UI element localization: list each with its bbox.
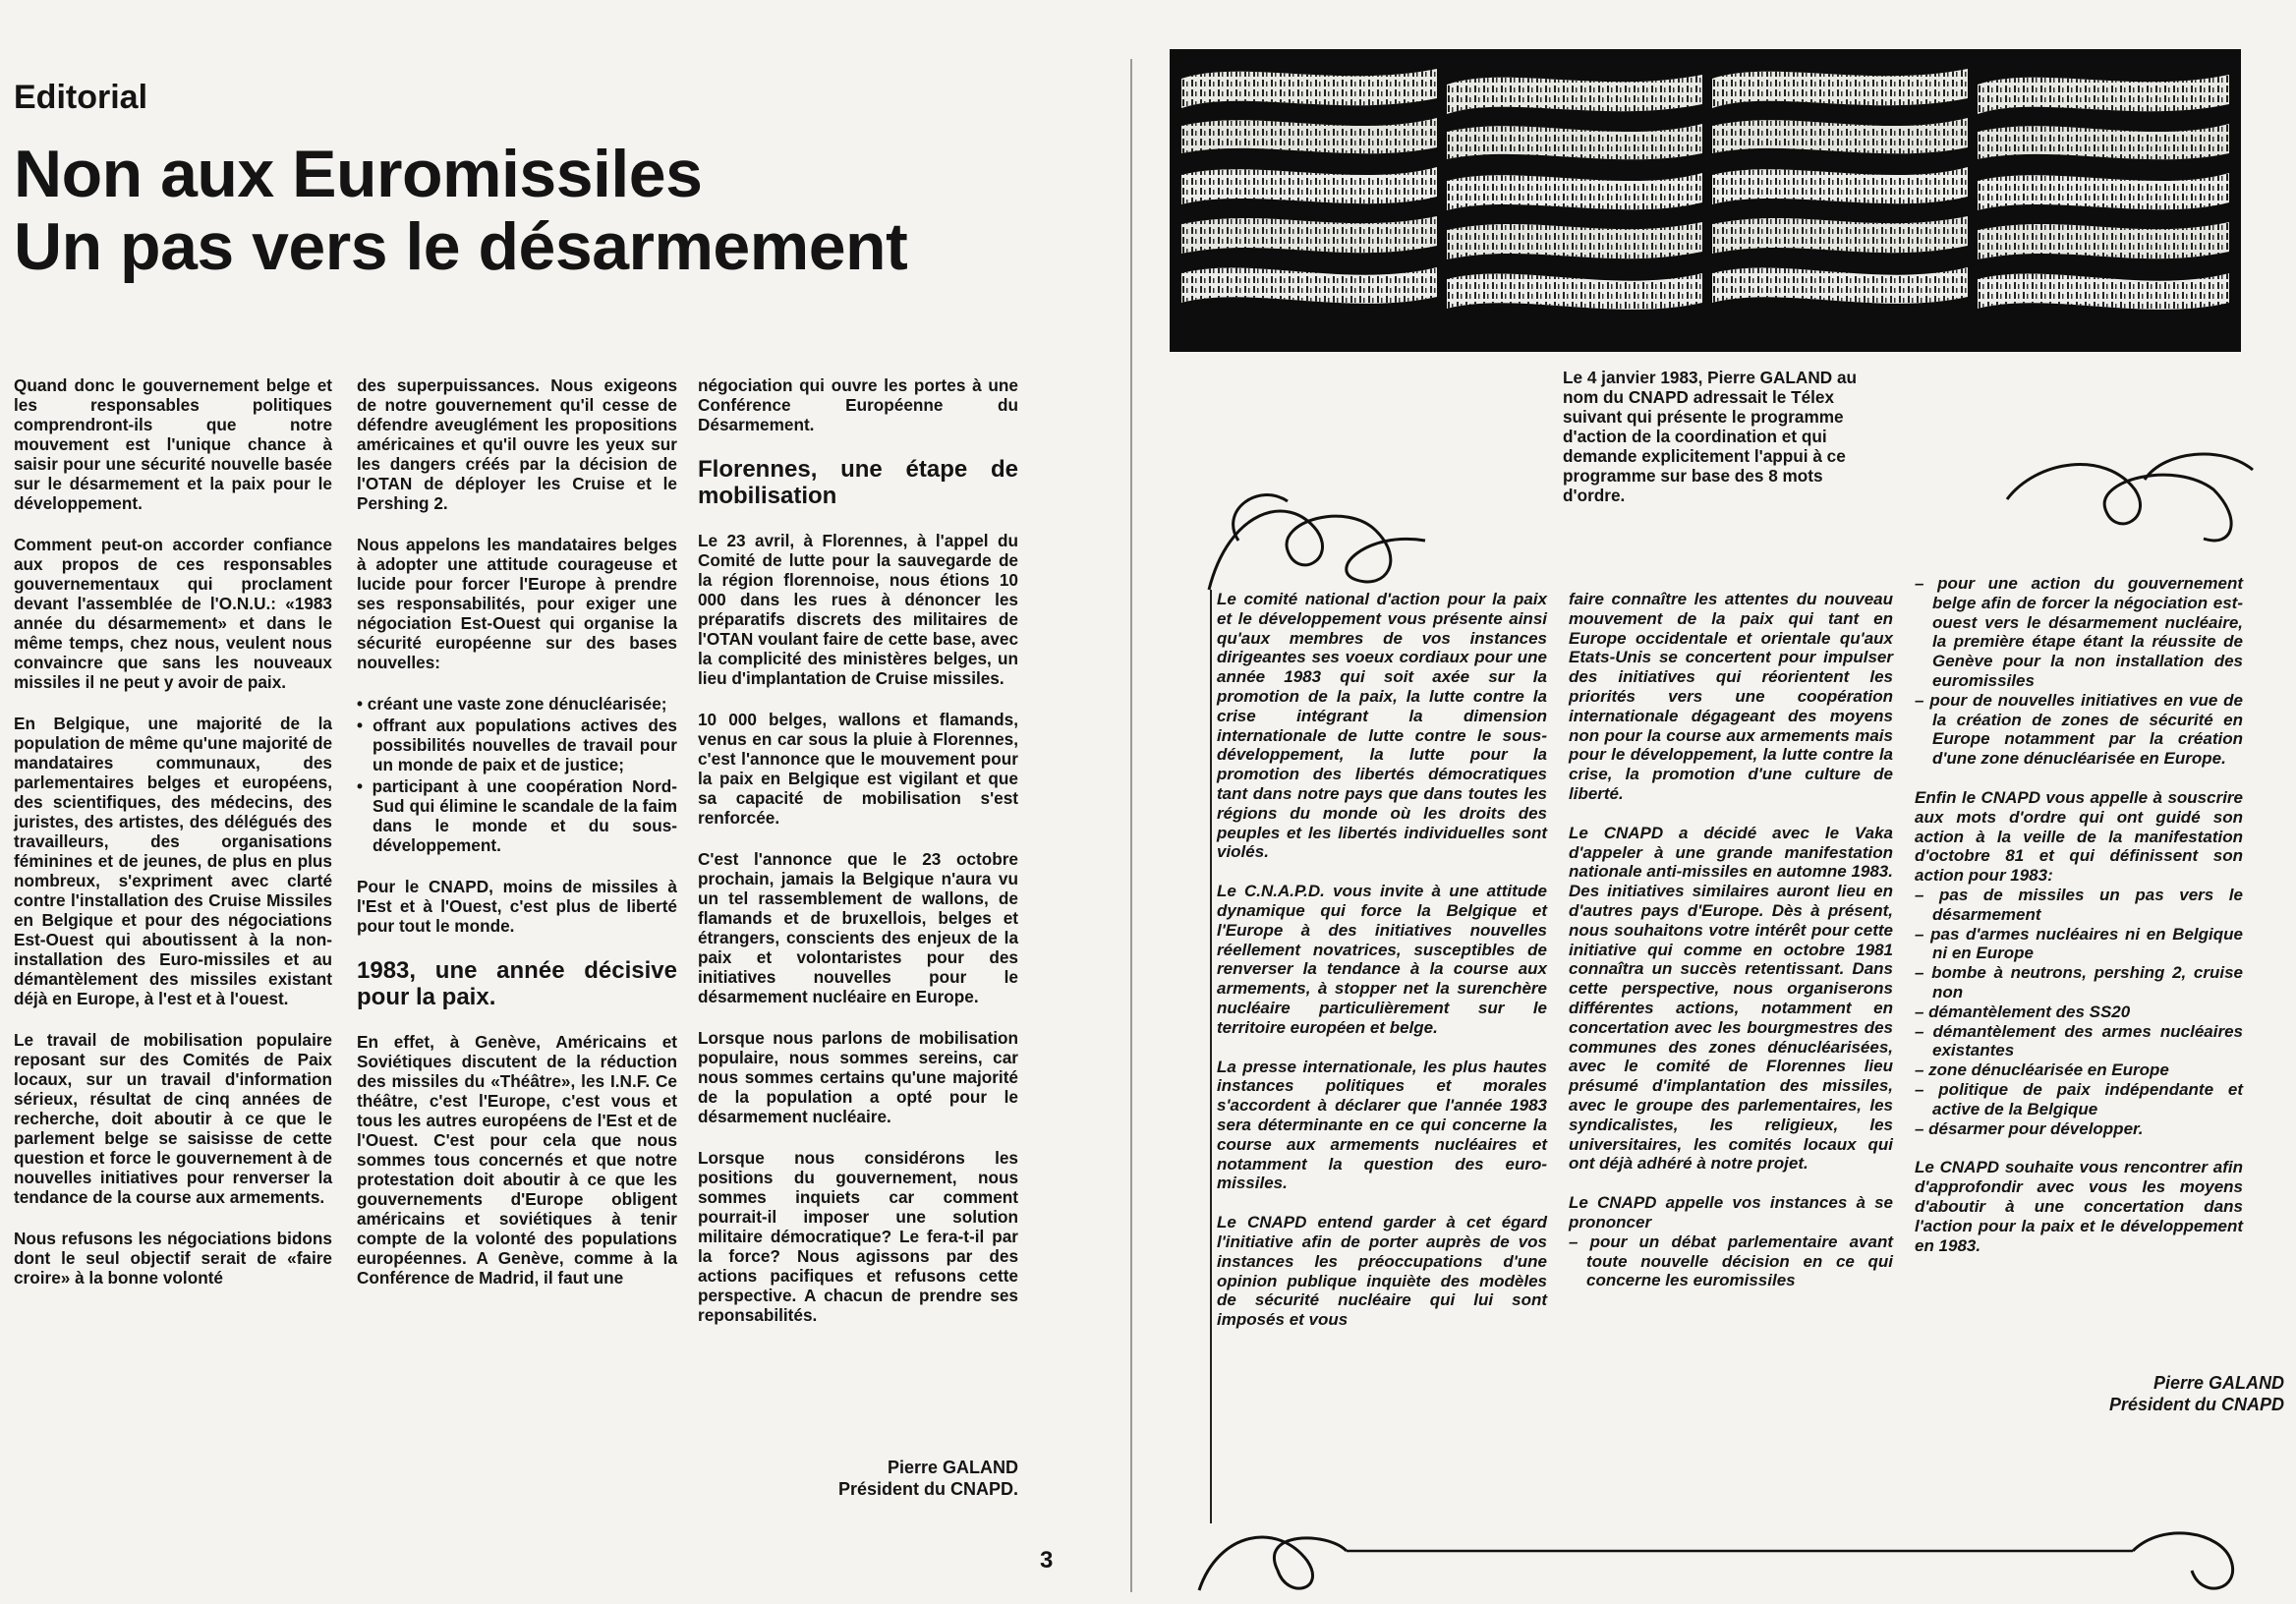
bullet-item: • créant une vaste zone dénucléarisée; [357,694,667,714]
paragraph: Le comité national d'action pour la paix et le développement vous présente ainsi qu'aux membres de vos instances dirigeantes ses voeux cordiaux pour une année 1983 qui soit axée sur la promotion de la paix, la lutte contre la crise intégrant la dimension internationale de lutte contre le sous-développement, la lutte pour la promotion des libertés démocratiques tant dans notre pays que dans toutes les régions du monde où les droits des peuples et les libertés individuelles sont violés. [1217,590,1547,862]
slogan-item: – démantèlement des armes nucléaires existantes [1915,1021,2243,1060]
paragraph: Lorsque nous considérons les positions du gouvernement, nous sommes inquiets car comment pourrait-il imposer une solution militaire démocratique? Le fera-t-il par la force? Nous agissons par des actions pacifiques et refusons cette perspective. A chacun de prendre ses reponsabilités. [698,1148,1018,1325]
subheading-1983: 1983, une année décisive pour la paix. [357,957,677,1010]
paragraph: négociation qui ouvre les portes à une Conférence Européenne du Désarmement. [698,375,1018,434]
slogan-item: – politique de paix indépendante et active de la Belgique [1915,1079,2243,1118]
headline-line-1: Non aux Euromissiles [14,137,703,211]
paragraph: Nous appelons les mandataires belges à adopter une attitude courageuse et lucide pour forcer l'Europe à prendre ses responsabilités, pour exiger une négociation Est-Ouest qui organise la sécurité européenne sur des bases nouvelles: [357,535,677,672]
slogan-item: – démantèlement des SS20 [1915,1002,2131,1021]
dash-list [1915,574,2243,769]
editorial-column-3 [698,375,1018,1346]
paragraph: En effet, à Genève, Américains et Soviétiques discutent de la réduction des missiles du «Théâtre», les I.N.F. Ce théâtre, c'est l'Europe, c'est vous et tous les autres européens de l'Est et de l'Ouest. C'est pour cela que nous sommes tous concernés et que notre protestation doit aboutir à ce que les gouvernements d'Europe obligent américains et soviétiques à tenir compte de la volonté des populations européennes. A Genève, comme à la Conférence de Madrid, il faut une [357,1032,677,1288]
signature-name: Pierre GALAND [2152,1373,2284,1393]
bullet-item: • participant à une coopération Nord-Sud qui élimine le scandale de la faim dans le monde et du sous-développement. [357,776,677,855]
telex-column-1 [1217,590,1547,1349]
dash-item: – pour une action du gouvernement belge afin de forcer la négociation est-ouest vers le désarmement nucléaire, la première étape étant la réussite de Genève pour la non installation des euromissiles [1915,574,2243,690]
flourish-ornament-left [1199,472,1435,600]
bullet-list [357,694,677,855]
paragraph: Nous refusons les négociations bidons dont le seul objectif serait de «faire croire» à la bonne volonté [14,1229,332,1288]
paragraph: Le travail de mobilisation populaire reposant sur des Comités de Paix locaux, sur un travail d'information sérieux, résultat de cinq années de recherche, doit aboutir à ce que le parlement belge se saisisse de cette question et force le gouvernement à de nouvelles initiatives pour renverser la tendance de la course aux armements. [14,1030,332,1207]
right-page [1130,0,2296,1604]
flourish-ornament-right [1997,440,2272,558]
paragraph: Le C.N.A.P.D. vous invite à une attitude dynamique qui force la Belgique et l'Europe à des initiatives nouvelles réellement novatrices, susceptibles de renverser la tendance à la course aux armements, à stopper net la surenchère nucléaire particulièrement sur le territoire européen et belge. [1217,882,1547,1037]
paragraph: Enfin le CNAPD vous appelle à souscrire aux mots d'ordre qui ont guidé son action à la veille de la manifestation d'octobre 81 et qui définissent son action pour 1983: [1915,787,2243,886]
slogan-item: – désarmer pour développer. [1915,1118,2144,1138]
left-page [0,0,1130,1604]
headline [14,138,1095,283]
paragraph: Le CNAPD souhaite vous rencontrer afin d'approfondir avec vous les moyens d'aboutir à une concertation dans l'action pour la paix et le développement en 1983. [1915,1158,2243,1255]
paragraph: Le 23 avril, à Florennes, à l'appel du Comité de lutte pour la sauvegarde de la région florennoise, nous étions 10 000 dans les rues à dénoncer les préparatifs discrets des militaires de l'OTAN voulant faire de cette base, avec la complicité des ministères belges, un lieu d'implantation de Cruise missiles. [698,531,1018,688]
bullet-item: • offrant aux populations actives des possibilités nouvelles de travail pour un monde de paix et de justice; [357,716,677,774]
dash-item: – pour un débat parlementaire avant toute nouvelle décision en ce qui concerne les euromissiles [1569,1232,1893,1290]
paragraph: Le CNAPD a décidé avec le Vaka d'appeler à une grande manifestation nationale anti-missiles en automne 1983. Des initiatives similaires auront lieu en d'autres pays d'Europe. Dès à présent, nous souhaitons votre intérêt pour cette initiative qui comme en octobre 1981 connaîtra un succès retentissant. Dans cette perspective, nous organiserons différentes actions, notamment en concertation avec les bourgmestres des communes des zones dénucléarisées, avec le comité de Florennes lieu présumé d'implantation des missiles, avec le groupe des parlementaires, les syndicalistes, les religieux, les universitaires, les comités locaux qui ont déjà adhéré à notre projet. [1569,823,1893,1174]
paragraph: C'est l'annonce que le 23 octobre prochain, jamais la Belgique n'aura vu un tel rassemblement de wallons, de flamands et de bruxellois, belges et étrangers, conscients des enjeux de la paix et volontaristes pour des initiatives nouvelles pour le désarmement nucléaire en Europe. [698,849,1018,1006]
editorial-column-1 [14,375,332,1309]
signature-title: Président du CNAPD [2108,1395,2284,1414]
paragraph: faire connaître les attentes du nouveau mouvement de la paix qui tant en Europe occidentale et orientale qu'aux Etats-Unis se concertent pour impulser des initiatives qui réorientent les priorités vers une coopération internationale dégageant des moyens non pour la course aux armements mais pour le développement, la lutte contre la crise, la promotion d'une culture de liberté. [1569,590,1893,803]
banner-illustration [1170,49,2241,352]
telex-signature [2076,1372,2284,1415]
telex-column-2 [1569,590,1893,1310]
subheading-florennes: Florennes, une étape de mobilisation [698,456,1018,509]
telex-column-3 [1915,574,2243,1275]
signature-title: Président du CNAPD. [837,1479,1018,1499]
headline-line-2: Un pas vers le désarmement [14,209,908,284]
editorial-signature [786,1457,1018,1500]
slogan-item: – bombe à neutrons, pershing 2, cruise non [1915,963,2243,1002]
ticker-tape-illustration [1170,49,2241,352]
dash-list [1569,1232,1893,1290]
paragraph: Le CNAPD entend garder à cet égard l'initiative afin de porter auprès de vos instances les préoccupations d'une opinion publique inquiète des modèles de sécurité nucléaire qui lui sont imposés et vous [1217,1213,1547,1330]
slogan-item: – zone dénucléarisée en Europe [1915,1060,2169,1080]
telex-intro: Le 4 janvier 1983, Pierre GALAND au nom du CNAPD adressait le Télex suivant qui présente le programme d'action de la coordination et qui demande explicitement l'appui à ce programme sur base des 8 mots d'ordre. [1563,368,1858,505]
paragraph: Comment peut-on accorder confiance aux propos de ces responsables gouvernementaux qui proclament devant l'assemblée de l'O.N.U.: «1983 année du désarmement» et dans le même temps, chez nous, veulent nous convaincre que sans les nouveaux missiles il ne peut y avoir de paix. [14,535,332,692]
paragraph: Quand donc le gouvernement belge et les responsables politiques comprendront-ils que notre mouvement est l'unique chance à saisir pour une sécurité nouvelle basée sur le désarmement et la paix pour le développement. [14,375,332,513]
paragraph: 10 000 belges, wallons et flamands, venus en car sous la pluie à Florennes, c'est l'annonce que le mouvement pour la paix en Belgique est vigilant et que sa capacité de mobilisation s'est renforcée. [698,710,1018,828]
slogan-item: – pas d'armes nucléaires ni en Belgique ni en Europe [1915,924,2243,963]
paragraph: des superpuissances. Nous exigeons de notre gouvernement qu'il cesse de défendre aveuglément les propositions américaines et qu'il ouvre les yeux sur les dangers créés par la décision de l'OTAN de déployer les Cruise et le Pershing 2. [357,375,677,513]
section-label: Editorial [14,79,148,116]
flourish-border-bottom [1189,1512,2280,1600]
page-number: 3 [1040,1547,1054,1574]
paragraph: La presse internationale, les plus hautes instances politiques et morales s'accordent à déclarer que l'année 1983 sera déterminante en ce qui concerne la course aux armements nucléaires et notamment la question des euro-missiles. [1217,1057,1547,1193]
slogan-list [1915,886,2243,1138]
paragraph: Pour le CNAPD, moins de missiles à l'Est et à l'Ouest, c'est plus de liberté pour tout le monde. [357,877,677,936]
slogan-item: – pas de missiles un pas vers le désarmement [1915,885,2243,924]
paragraph: En Belgique, une majorité de la population de même qu'une majorité de mandataires communaux, des parlementaires belges et européens, des scientifiques, des médecins, des juristes, des artistes, des délégués des travailleurs, des organisations féminines et de jeunes, de plus en plus nombreux, s'expriment avec clarté contre l'installation des Cruise Missiles en Belgique et pour des négociations Est-Ouest qui aboutissent à la non-installation des Euro-missiles et au démantèlement des missiles existant déjà en Europe, à l'est et à l'ouest. [14,714,333,1008]
paragraph: Lorsque nous parlons de mobilisation populaire, nous sommes sereins, car nous sommes certains qu'une majorité de la population a opté pour le désarmement nucléaire. [698,1028,1018,1126]
signature-name: Pierre GALAND [887,1458,1018,1477]
paragraph: Le CNAPD appelle vos instances à se prononcer [1569,1193,1893,1232]
dash-item: – pour de nouvelles initiatives en vue de la création de zones de sécurité en Europe notamment par la création d'une zone dénucléarisée en Europe. [1915,690,2243,769]
editorial-column-2 [357,375,677,1309]
